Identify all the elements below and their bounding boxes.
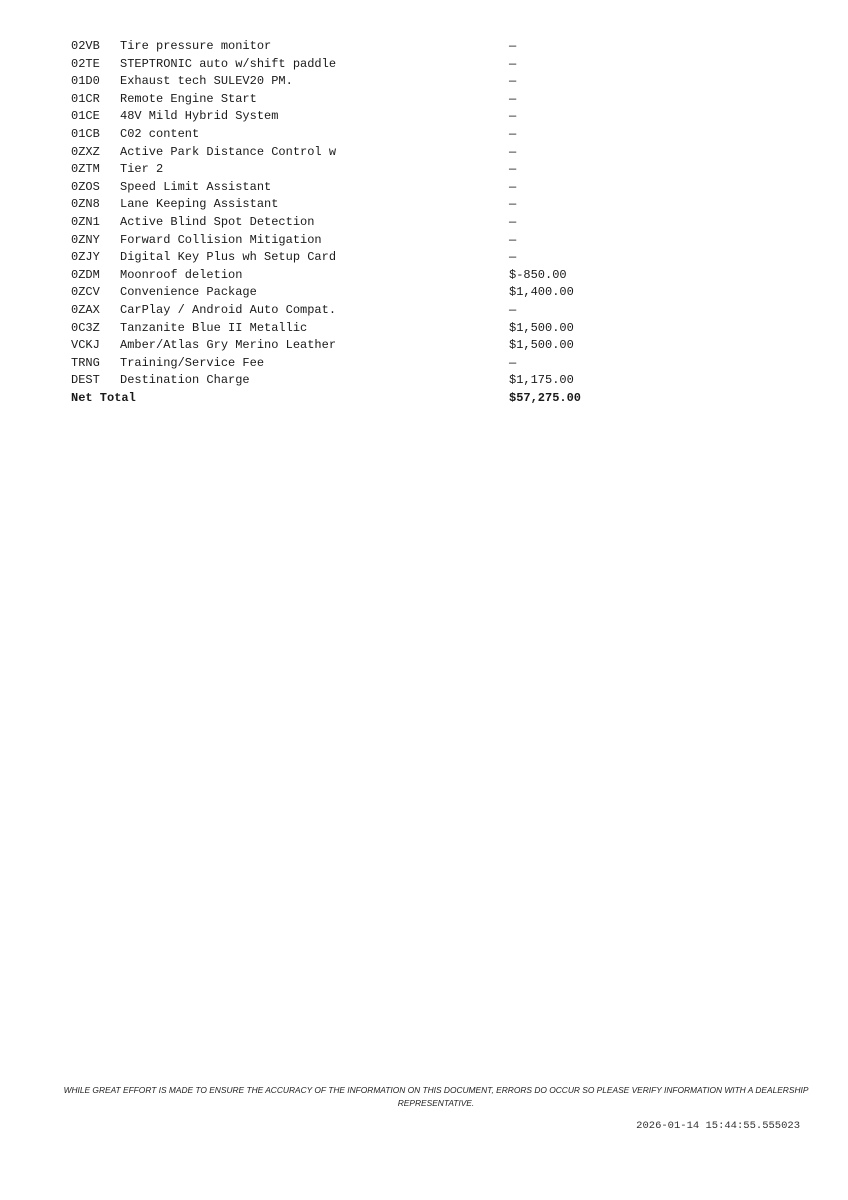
option-description: Moonroof deletion [120,267,243,282]
option-code: 0ZXZ [71,144,100,159]
disclaimer-text: WHILE GREAT EFFORT IS MADE TO ENSURE THE ACCURACY OF THE INFORMATION ON THIS DOCUMENT, ERRORS DO OCCUR SO PLEASE VERIFY INFORMATION WITH A DEALERSHIP REPRESENTATIVE. [63,1085,809,1108]
options-table [71,38,591,407]
option-price: — [509,126,517,141]
option-description: Lane Keeping Assistant [120,197,279,212]
option-row [71,372,591,390]
option-description: Remote Engine Start [120,91,257,106]
option-price: — [509,91,517,106]
option-price: — [509,250,517,265]
option-price: $1,500.00 [509,338,574,353]
option-code: 01CB [71,126,100,141]
option-row [71,232,591,250]
option-price: — [509,162,517,177]
option-row [71,126,591,144]
option-description: Tier 2 [120,162,164,177]
option-row [71,144,591,162]
option-row [71,73,591,91]
option-row [71,284,591,302]
option-code: 0ZOS [71,179,100,194]
option-row [71,91,591,109]
option-price: $1,175.00 [509,373,574,388]
option-row [71,196,591,214]
option-row [71,161,591,179]
option-row [71,302,591,320]
option-price: — [509,355,517,370]
option-code: VCKJ [71,338,100,353]
option-code: 0ZDM [71,267,100,282]
option-description: Convenience Package [120,285,257,300]
option-description: Tire pressure monitor [120,39,272,53]
option-row [71,249,591,267]
option-description: CarPlay / Android Auto Compat. [120,302,337,317]
option-row [71,108,591,126]
option-price: — [509,214,517,229]
option-code: 0ZN8 [71,197,100,212]
net-total-row [71,390,591,408]
option-description: Active Park Distance Control w [120,144,337,159]
option-row [71,179,591,197]
option-price: $1,500.00 [509,320,574,335]
option-price: — [509,197,517,212]
option-code: 0ZNY [71,232,100,247]
option-row [71,355,591,373]
option-code: 01D0 [71,74,100,89]
option-row [71,337,591,355]
option-price: — [509,74,517,89]
net-total-value: $57,275.00 [509,390,582,405]
option-code: DEST [71,373,100,388]
option-code: 0ZN1 [71,214,100,229]
option-description: Active Blind Spot Detection [120,214,315,229]
option-price: — [509,39,517,53]
option-description: Amber/Atlas Gry Merino Leather [120,338,337,353]
option-code: 0ZAX [71,302,100,317]
option-price: — [509,232,517,247]
option-description: Exhaust tech SULEV20 PM. [120,74,293,89]
option-code: 02VB [71,39,100,53]
option-price: — [509,109,517,124]
option-code: 01CR [71,91,100,106]
option-row [71,56,591,74]
option-code: 01CE [71,109,100,124]
option-description: Destination Charge [120,373,250,388]
option-code: TRNG [71,355,100,370]
options-list [71,38,591,390]
net-total-label: Net Total [71,390,136,405]
option-description: Training/Service Fee [120,355,265,370]
option-price: $-850.00 [509,267,567,282]
option-price: — [509,302,517,317]
option-description: Speed Limit Assistant [120,179,272,194]
option-price: — [509,179,517,194]
option-row [71,214,591,232]
option-description: 48V Mild Hybrid System [120,109,279,124]
option-row [71,267,591,285]
generated-timestamp: 2026-01-14 15:44:55.555023 [636,1120,800,1132]
option-code: 02TE [71,56,100,71]
option-description: Tanzanite Blue II Metallic [120,320,308,335]
option-code: 0ZJY [71,250,100,265]
option-description: C02 content [120,126,200,141]
option-price: $1,400.00 [509,285,574,300]
option-description: Forward Collision Mitigation [120,232,322,247]
option-row [71,320,591,338]
option-code: 0ZTM [71,162,100,177]
option-code: 0C3Z [71,320,100,335]
option-row [71,38,591,56]
option-description: Digital Key Plus wh Setup Card [120,250,337,265]
option-description: STEPTRONIC auto w/shift paddle [120,56,337,71]
option-price: — [509,56,517,71]
option-code: 0ZCV [71,285,100,300]
option-price: — [509,144,517,159]
